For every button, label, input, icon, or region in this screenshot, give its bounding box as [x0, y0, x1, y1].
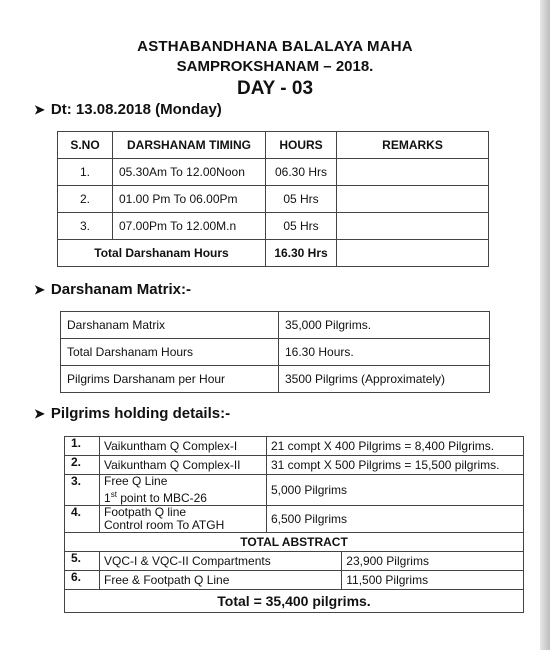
table-row — [65, 506, 524, 533]
column-header-hours: HOURS — [266, 132, 337, 159]
matrix-value: 16.30 Hours. — [279, 339, 490, 366]
table-row — [65, 475, 524, 506]
date-heading — [34, 101, 222, 118]
pilgrims-holding-table — [64, 436, 524, 613]
matrix-label: Total Darshanam Hours — [61, 339, 279, 366]
cell-sno: 1. — [58, 159, 113, 186]
holding-place: Vaikuntham Q Complex-I — [100, 437, 267, 456]
cell-timing: 07.00Pm To 12.00M.n — [113, 213, 266, 240]
table-row — [58, 213, 489, 240]
holding-place-line2 — [104, 488, 262, 505]
table-row — [58, 159, 489, 186]
table-row — [65, 552, 524, 571]
holding-place: Free & Footpath Q Line — [100, 571, 342, 590]
matrix-label: Pilgrims Darshanam per Hour — [61, 366, 279, 393]
column-header-timing: DARSHANAM TIMING — [113, 132, 266, 159]
total-hours-value: 16.30 Hrs — [266, 240, 337, 267]
table-row — [58, 186, 489, 213]
total-row — [58, 240, 489, 267]
table-row — [61, 312, 490, 339]
cell-hours: 05 Hrs — [266, 213, 337, 240]
holding-detail: 23,900 Pilgrims — [342, 552, 524, 571]
date-heading-text: Dt: 13.08.2018 (Monday) — [50, 101, 222, 118]
abstract-header-row — [65, 533, 524, 552]
holding-heading-text: Pilgrims holding details:- — [50, 405, 231, 422]
cell-sno: 3. — [58, 213, 113, 240]
grand-total-row — [65, 590, 524, 613]
row-number: 5. — [65, 552, 100, 571]
cell-remarks — [337, 213, 489, 240]
holding-detail: 31 compt X 500 Pilgrims = 15,500 pilgrims. — [267, 456, 524, 475]
row-number: 4. — [65, 506, 100, 533]
title-line-1: ASTHABANDHANA BALALAYA MAHA — [137, 38, 413, 55]
arrowhead-bullet-icon: ➤ — [34, 282, 45, 297]
matrix-value: 3500 Pilgrims (Approximately) — [279, 366, 490, 393]
total-hours-label: Total Darshanam Hours — [58, 240, 266, 267]
darshanam-timing-table — [57, 131, 489, 267]
place-line2-text: point to MBC-26 — [116, 491, 207, 505]
holding-place: Vaikuntham Q Complex-II — [100, 456, 267, 475]
matrix-heading — [34, 281, 191, 298]
holding-place — [100, 475, 267, 506]
holding-detail: 6,500 Pilgrims — [267, 506, 524, 533]
holding-detail: 11,500 Pilgrims — [342, 571, 524, 590]
table-row — [65, 456, 524, 475]
row-number: 2. — [65, 456, 100, 475]
holding-place — [100, 506, 267, 533]
holding-detail: 5,000 Pilgrims — [267, 475, 524, 506]
table-row — [61, 366, 490, 393]
title-day: DAY - 03 — [236, 78, 314, 99]
matrix-label: Darshanam Matrix — [61, 312, 279, 339]
matrix-value: 35,000 Pilgrims. — [279, 312, 490, 339]
row-number: 3. — [65, 475, 100, 506]
cell-remarks — [337, 186, 489, 213]
table-header-row — [58, 132, 489, 159]
darshanam-matrix-table — [60, 311, 490, 393]
ordinal-suffix: st — [110, 490, 117, 499]
table-row — [65, 571, 524, 590]
cell-remarks — [337, 159, 489, 186]
ordinal-number: 1 — [104, 491, 111, 505]
total-abstract-label: TOTAL ABSTRACT — [65, 533, 524, 552]
row-number: 1. — [65, 437, 100, 456]
title-line-2: SAMPROKSHANAM – 2018. — [176, 58, 374, 75]
table-row — [61, 339, 490, 366]
cell-timing: 05.30Am To 12.00Noon — [113, 159, 266, 186]
holding-place-line2: Control room To ATGH — [104, 518, 225, 532]
grand-total: Total = 35,400 pilgrims. — [65, 590, 524, 613]
cell-timing: 01.00 Pm To 06.00Pm — [113, 186, 266, 213]
matrix-heading-text: Darshanam Matrix:- — [50, 281, 191, 298]
holding-place-line1: Free Q Line — [104, 474, 168, 488]
row-number: 6. — [65, 571, 100, 590]
arrowhead-bullet-icon: ➤ — [34, 406, 45, 421]
table-row — [65, 437, 524, 456]
cell-hours: 06.30 Hrs — [266, 159, 337, 186]
cell-sno: 2. — [58, 186, 113, 213]
holding-place: VQC-I & VQC-II Compartments — [100, 552, 342, 571]
holding-detail: 21 compt X 400 Pilgrims = 8,400 Pilgrims. — [267, 437, 524, 456]
column-header-sno: S.NO — [58, 132, 113, 159]
holding-heading — [34, 405, 230, 422]
holding-place-line1: Footpath Q line — [104, 505, 187, 519]
column-header-remarks: REMARKS — [337, 132, 489, 159]
cell-hours: 05 Hrs — [266, 186, 337, 213]
cell-remarks — [337, 240, 489, 267]
arrowhead-bullet-icon: ➤ — [34, 102, 45, 117]
